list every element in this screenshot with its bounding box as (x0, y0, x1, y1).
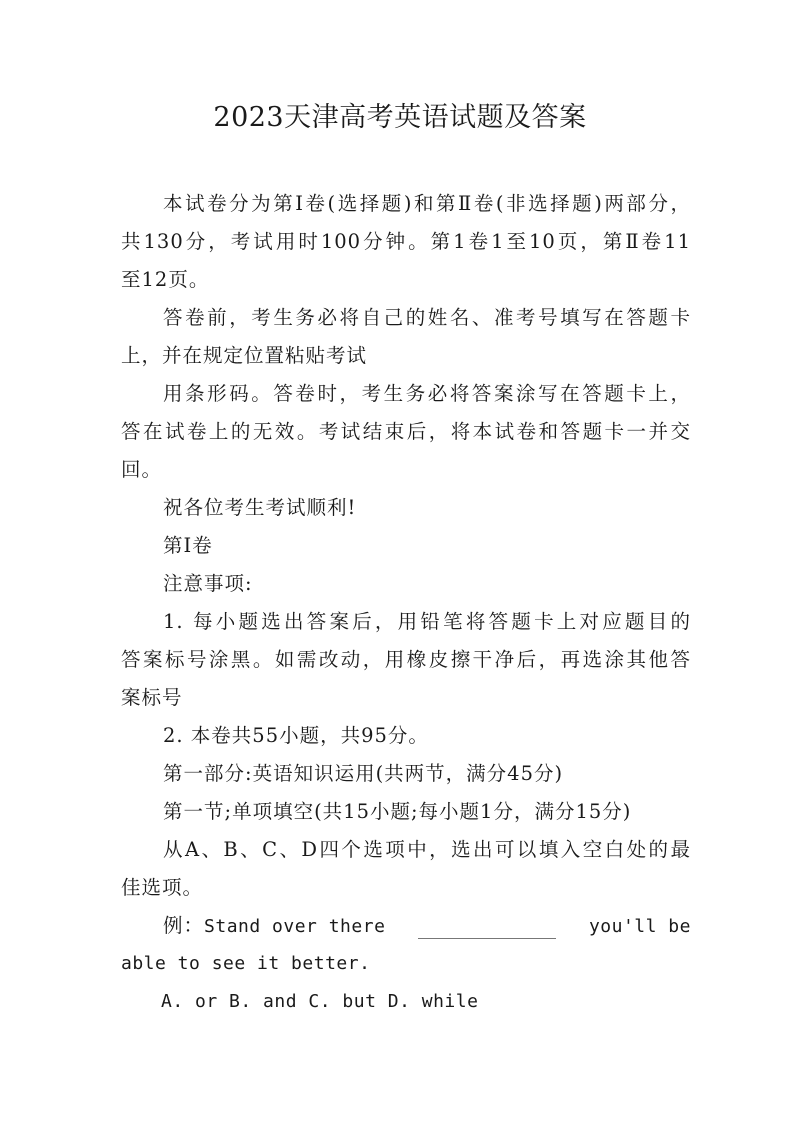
paragraph-line: 至12页。 (121, 268, 210, 291)
note-item: 1. 每小题选出答案后，用铅笔将答题卡上对应题目的 (163, 610, 691, 633)
example-text: you'll be (588, 916, 691, 937)
section-heading: 第一节;单项填空(共15小题;每小题1分，满分15分) (163, 800, 632, 823)
paragraph-line: 案标号 (121, 686, 183, 709)
example-line: able to see it better. (121, 953, 371, 974)
note-item: 2. 本卷共55小题，共95分。 (163, 724, 429, 747)
answer-options: A. or B. and C. but D. while (161, 991, 479, 1012)
paragraph-line: 祝各位考生考试顺利! (163, 496, 357, 519)
paragraph-line: 用条形码。答卷时，考生务必将答案涂写在答题卡上， (163, 382, 691, 405)
instruction-line: 佳选项。 (121, 876, 204, 899)
paragraph-line: 答案标号涂黑。如需改动，用橡皮擦干净后，再选涂其他答 (121, 648, 691, 671)
answer-blank (418, 937, 556, 939)
part-heading: 第一部分:英语知识运用(共两节，满分45分) (163, 762, 564, 785)
example-label: 例：Stand over there (163, 914, 386, 937)
document-title: 2023天津高考英语试题及答案 (213, 102, 587, 133)
paragraph-line: 上，并在规定位置粘贴考试 (121, 344, 368, 367)
paragraph-line: 回。 (121, 458, 163, 481)
paragraph-line: 共130分，考试用时100分钟。第1卷1至10页，第Ⅱ卷11 (121, 230, 691, 253)
paragraph-line: 本试卷分为第Ⅰ卷(选择题)和第Ⅱ卷(非选择题)两部分， (163, 192, 691, 215)
notes-heading: 注意事项: (163, 572, 253, 595)
section-heading: 第Ⅰ卷 (163, 534, 213, 557)
instruction-line: 从A、B、C、D四个选项中，选出可以填入空白处的最 (163, 838, 691, 861)
paragraph-line: 答在试卷上的无效。考试结束后，将本试卷和答题卡一并交 (121, 420, 691, 443)
paragraph-line: 答卷前，考生务必将自己的姓名、准考号填写在答题卡 (163, 306, 691, 329)
example-line (163, 907, 691, 946)
